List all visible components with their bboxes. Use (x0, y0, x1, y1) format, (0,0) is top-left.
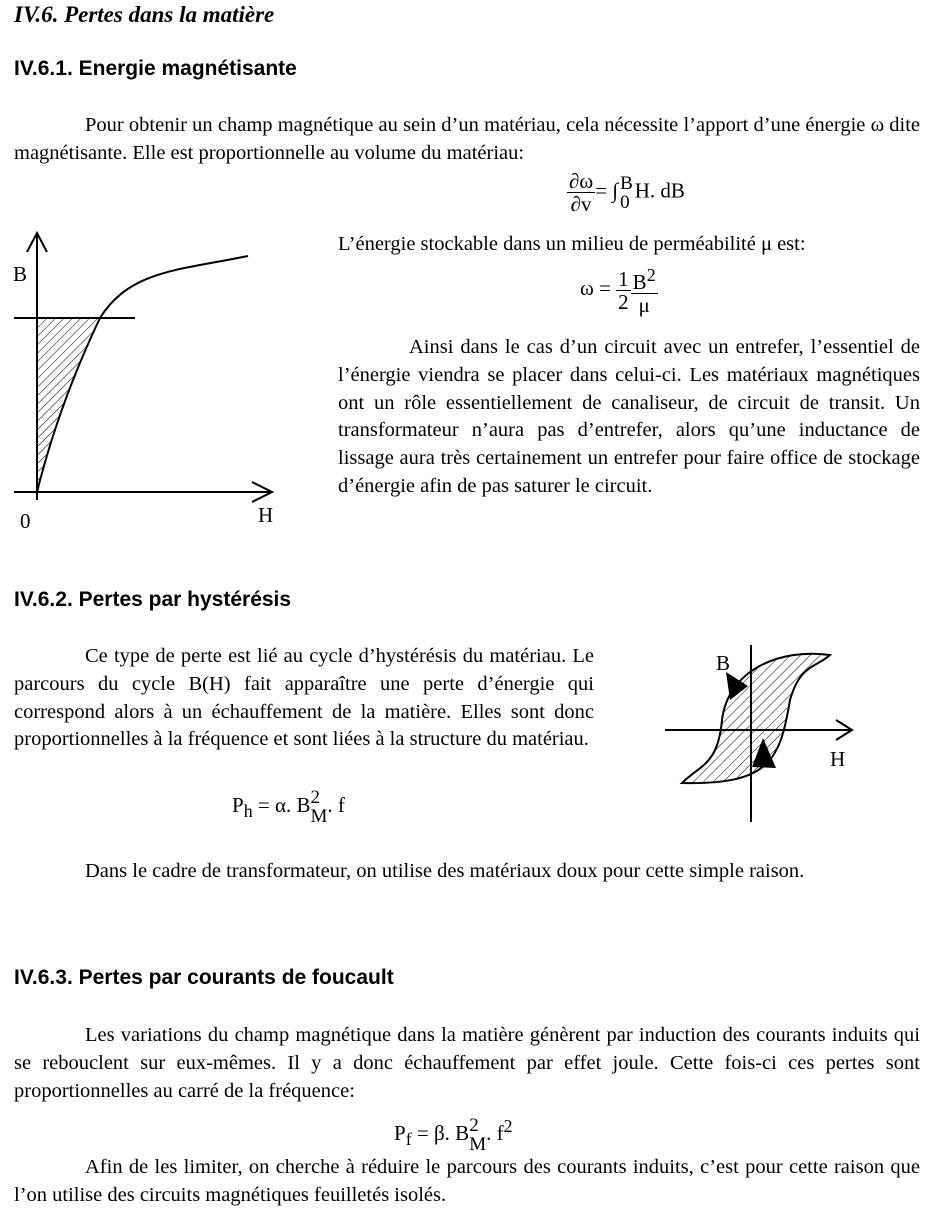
eq-equals-integral: = ∫ (595, 178, 619, 203)
fig1-x-label: H (258, 503, 274, 527)
equation-foucault-loss (394, 1116, 513, 1154)
eq2-n2-exponent: 2 (646, 265, 656, 285)
paragraph-materiaux-doux: Dans le cadre de transformateur, on utilise des matériaux doux pour cette simple raison. (85, 860, 805, 882)
eq-integrand: H. dB (634, 178, 685, 203)
section-heading-energie: IV.6.1. Energie magnétisante (14, 57, 297, 80)
equation-energie-stockable (580, 264, 658, 316)
integral-upper-bound: B (620, 172, 633, 194)
paragraph-entrefer: Ainsi dans le cas d’un circuit avec un entrefer, l’essentiel de l’énergie viendra se placer dans celui-ci. Les matériaux magnétiques ont un rôle essentiellement de canaliseur, de circuit de transit. Un transformateur n’aura pas d’entrefer, alors qu’une inductance de lissage aura très certainement un entrefer pour faire office de stockage d’énergie afin de pas saturer le circuit. (338, 336, 920, 497)
eq-pf-tail: . f (486, 1121, 504, 1145)
paragraph-energie-intro: Pour obtenir un champ magnétique au sein d’un matériau, cela nécessite l’apport d’une énergie ω dite magnétisante. Elle est proportionnelle au volume du matériau: (14, 114, 920, 164)
eq2-n2: B (632, 270, 647, 294)
eq-pf-sup: 2 (469, 1115, 479, 1137)
eq-ph-symbol: P (232, 792, 244, 817)
fig2-x-label: H (830, 747, 846, 771)
section-heading-hysteresis: IV.6.2. Pertes par hystérésis (14, 588, 292, 611)
eq-ph-tail: . f (327, 792, 345, 817)
equation-energie-integral (567, 170, 685, 215)
eq-ph-subscript: h (243, 801, 253, 821)
equation-hysteresis-loss (232, 788, 345, 826)
eq2-d2: μ (638, 293, 650, 317)
eq2-d1: 2 (618, 289, 629, 314)
stored-energy-hatched-area (37, 318, 100, 492)
chapter-title: IV.6. Pertes dans la matière (14, 2, 275, 27)
paragraph-energie-stockable: L’énergie stockable dans un milieu de perméabilité μ est: (338, 233, 806, 255)
paragraph-hysteresis: Ce type de perte est lié au cycle d’hystérésis du matériau. Le parcours du cycle B(H) fait apparaître une perte d’énergie qui correspond alors à un échauffement de la matière. Elles sont donc proportionnelles à la fréquence et sont liées à la structure du matériau. (14, 645, 594, 751)
eq-pf-symbol: P (394, 1121, 406, 1145)
paragraph-feuilletes: Afin de les limiter, on cherche à réduire le parcours des courants induits, c’est pour cette raison que l’on utilise des circuits magnétiques feuilletés isolés. (14, 1156, 920, 1206)
eq2-lhs: ω = (580, 275, 611, 300)
eq-ph-sub: M (310, 806, 328, 827)
hysteresis-loop-figure (660, 640, 860, 825)
eq-pf-subscript: f (405, 1129, 412, 1150)
eq-pf-rhs: = β. B (416, 1121, 470, 1145)
eq-ph-sup: 2 (310, 787, 320, 808)
eq-pf-tail-exponent: 2 (503, 1116, 513, 1136)
section-heading-foucault: IV.6.3. Pertes par courants de foucault (14, 966, 394, 989)
integral-lower-bound: 0 (620, 191, 630, 213)
eq2-n1: 1 (618, 266, 629, 291)
eq-pf-sub: M (469, 1134, 487, 1156)
magnetization-curve-figure (0, 225, 300, 535)
eq-denominator: ∂v (570, 192, 592, 216)
fig1-y-label: B (13, 262, 28, 286)
eq-numerator: ∂ω (569, 169, 594, 193)
eq-ph-rhs: = α. B (257, 792, 311, 817)
paragraph-foucault: Les variations du champ magnétique dans la matière génèrent par induction des courants induits qui se rebouclent sur eux-mêmes. Il y a donc échauffement par effet joule. Cette fois-ci ces pertes sont proportionnelles au carré de la fréquence: (14, 1024, 920, 1102)
fig2-y-label: B (716, 651, 731, 675)
fig1-origin-label: 0 (20, 509, 31, 533)
